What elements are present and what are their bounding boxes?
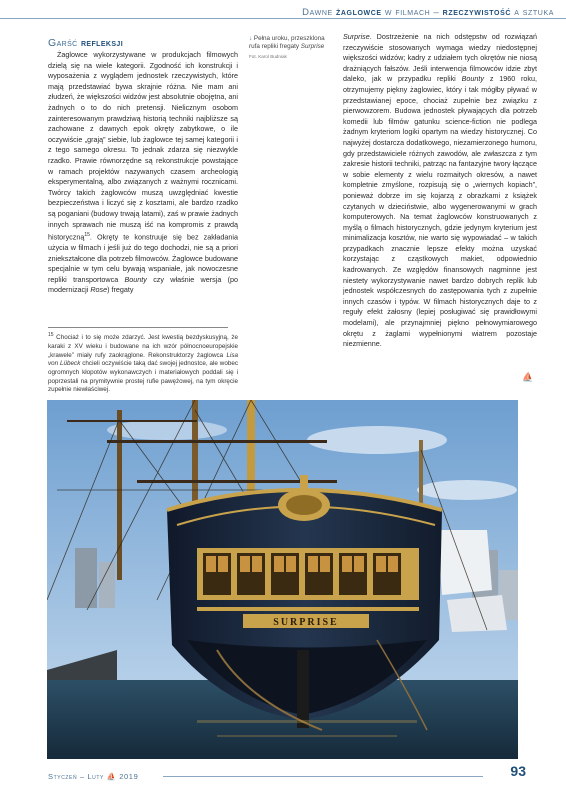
paragraph: Surprise. Dostrzeżenie na nich odstępstw od rozwiązań rzeczywiście stosowanych wymaga wiedzy niedostępnej większości widzów; kadry z udziałem tych okrętów nie niosą drażniących fałszów. Jeśli interwencja filmowców idzie zbyt daleko, jak w przypadku repliki Bounty z 1960 roku, otrzymujemy piękny żaglowiec, który i tak mógłby pływać w przedstawianej epoce, chociaż zupełnie bez związku z pierwowzorem. Budowa jednostek pływających dla potrzeb komedii lub filmów gatunku science-fiction nie podlega żadnym kryteriom logiki opartym na wiedzy historycznej. Co najwyżej dostarcza dodatkowego, niezamierzonego humoru, gdy przedstawiciele różnych zawodów, ale zwłaszcza z tym zakresie historii techniki, patrząc na fantazyjne twory łączące w sobie elementy z wielu rozmaitych okresów, a nawet kompletnie zmyślone, rozpisują się o „wiernych kopiach”, ponieważ dobrze im się kojarzą z obrazkami z książek czytanych w dzieciństwie, albo wygenerowanymi w grach komputerowych. Na temat żaglowców konstruowanych z myślą o filmach historycznych, gdzie jedynym kryterium jest minimalizacja kosztów, nie warto się wypowiadać – w takich przypadkach znacznie lepsze efekty można uzyskać korzystając z cząstkowych makiet, odpowiednio kadrowanych. Ze względów finansowych nagminne jest niestety wykorzystywanie nawet bardzo dobrych replik lub jednostek współczesnych do zastępowania tych z zupełnie innych czasów i typów. W filmach historycznych daje to z reguły efekt żałosny (lepiej posługiwać się prawidłowymi modelami), ale przynajmniej piękno pełnowymiarowego okrętu z żaglami wypełnionymi wiatrem pozostaje niezmienne. bbox=[343, 32, 538, 349]
photo-credit: Fot. Karol Budniak bbox=[249, 53, 287, 59]
ship-nameplate: SURPRISE bbox=[273, 617, 339, 628]
footnote-separator bbox=[48, 327, 228, 328]
end-mark-icon: ⛵ bbox=[522, 372, 534, 382]
footer-rule bbox=[163, 776, 483, 777]
left-column bbox=[48, 50, 238, 296]
section-title: Garść refleksji bbox=[48, 37, 124, 49]
sail-icon: ⛵ bbox=[106, 772, 117, 781]
rudder bbox=[297, 650, 309, 728]
footer-issue: Styczeń – Luty ⛵ 2019 bbox=[48, 772, 139, 781]
stern-windows bbox=[197, 548, 419, 600]
ship-photo bbox=[47, 400, 518, 759]
right-column bbox=[343, 32, 537, 350]
footnote-ref: 15 bbox=[84, 232, 90, 239]
footnote: $^{15}$ Chociaż i to się może zdarzyć. Jest kwestią bezdyskusyjną, że karaki z XV wieku i budowane na ich wzór północnoeuropejskie „krawele” miały rufy zaokrąglone. Rekonstruktorzy żaglowca Lisa von Lübeck chcieli oczywiście taką dać swojej jednostce, ale wobec ogromnych kłopotów wykonawczych i materiałowych poddali się i poprzestali na prymitywnie prostej rufie pawężowej, na tym okręcie zupełnie niewłaściwej. bbox=[48, 332, 238, 394]
photo-caption: ↓ Pełna uroku, przeszklona rufa repliki fregaty Surprise Fot. Karol Budniak bbox=[249, 35, 337, 61]
running-header: Dawne żaglowce w filmach – rzeczywistość a sztuka bbox=[302, 7, 554, 18]
arrow-down-icon: ↓ bbox=[249, 35, 253, 42]
page-number: 93 bbox=[510, 763, 526, 779]
header-rule bbox=[0, 18, 566, 19]
paragraph: Żaglowce wykorzystywane w produkcjach filmowych dzielą się na wiele kategorii. Zgodność ich konstrukcji i wyposażenia z wyglądem jednostek rzeczywistych, które mają przedstawiać bywa skrajnie różna. Nie mam ani złudzeń, że większości widzów jest absolutnie obojętna, ani żadnych o to do nich pretensji. Nielicznym osobom zainteresowanym prawdziwą historią techniki najbliższe są zachowane z dawnych epok okręty zabytkowe, o ile oczywiście „grają” siebie, lub żaglowce tej samej kategorii i z tego samego okresu. To jednak zdarza się niezwykle rzadko. Prawie równorzędne są rekonstrukcje powstające w ramach projektów nazywanych czasem archeologią eksperymentalną, albo związanych z ważnymi rocznicami. Twórcy takich żaglowców muszą uwzględniać kwestie bezpieczeństwa i liczyć się z kosztami, ale bardzo rzadko są poganiani (budowy trwają latami), zaś w prawie żadnych innych sprawach nie muszą iść na kompromis z prawdą historyczną$^{15}$. Okręty te konstruuje się bez zakładania użycia w filmach i jeśli już do tego dochodzi, nie są a priori zniekształcone dla potrzeb filmowców. Żaglowce budowane specjalnie w tym celu bywają wspaniałe, jak nowoczesne repliki transportowca Bounty czy właśnie wersja (po modernizacji Rose) fregaty bbox=[48, 50, 238, 295]
